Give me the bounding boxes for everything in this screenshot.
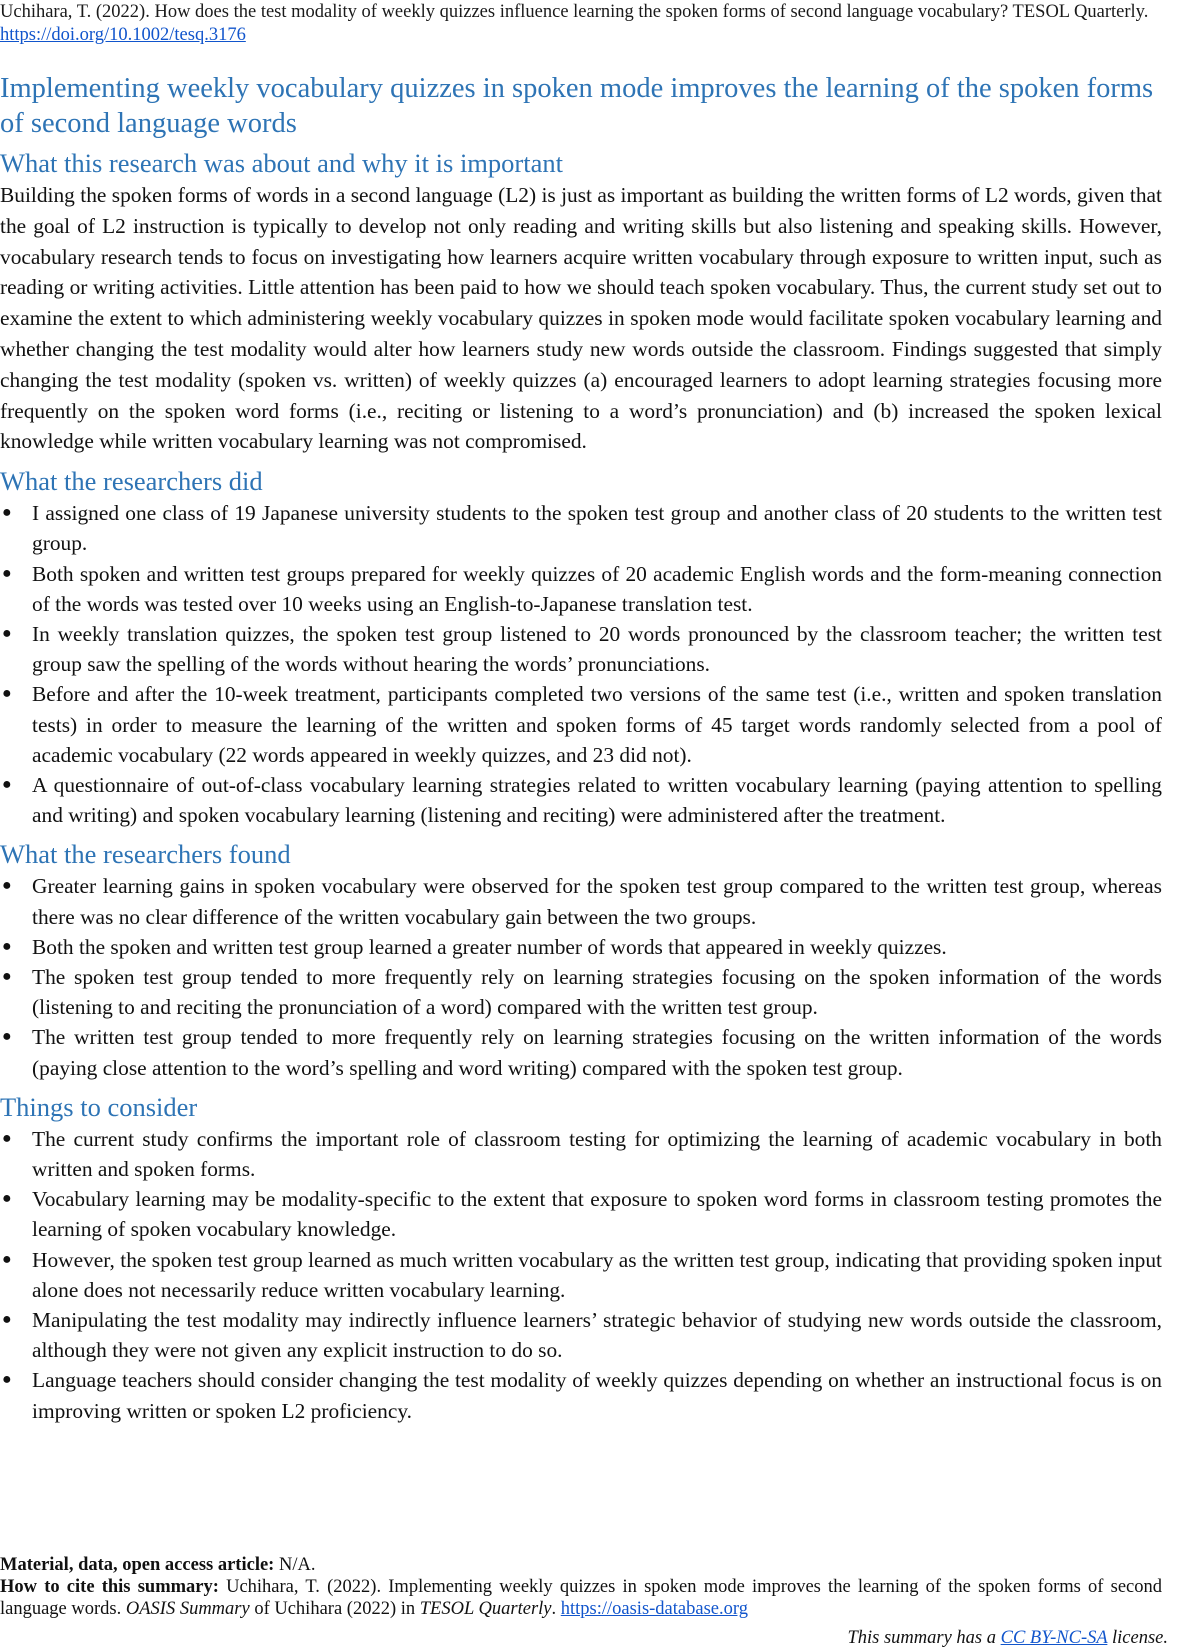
bullet-icon: ● [2, 776, 12, 793]
list-item: ● Both spoken and written test groups prepared for weekly quizzes of 20 academic English words and the form-meaning connection of the words was tested over 10 weeks using an English-to-Japanese translation test. [0, 559, 1162, 619]
heading-about: What this research was about and why it is important [0, 148, 563, 178]
bullet-icon: ● [2, 624, 12, 642]
list-item: ● I assigned one class of 19 Japanese university students to the spoken test group and another class of 20 students to the written test group. [0, 498, 1162, 558]
heading-consider: Things to consider [0, 1091, 198, 1122]
cite-of: of Uchihara (2022) in [254, 1599, 416, 1619]
oasis-link[interactable]: https://oasis-database.org [560, 1599, 748, 1619]
cite-summary-label: OASIS Summary [125, 1599, 250, 1619]
list-item: ● The current study confirms the important role of classroom testing for optimizing the learning of academic vocabulary in both written and spoken forms. [0, 1124, 1162, 1184]
list-item: ● Before and after the 10-week treatment, participants completed two versions of the same test (i.e., written and spoken translation tests) in order to measure the learning of the written and spoken forms of 45 target words randomly selected from a pool of academic vocabulary (22 words appeared in weekly quizzes, and 23 did not). [0, 679, 1162, 770]
list-item: ● The spoken test group tended to more frequently rely on learning strategies focusing on the spoken information of the words (listening to and reciting the pronunciation of a word) compared with the written test group. [0, 962, 1162, 1022]
list-item: ● Greater learning gains in spoken vocabulary were observed for the spoken test group compared to the written test group, whereas there was no clear difference of the written vocabulary gain between the two groups. [0, 871, 1162, 931]
list-item: ● The written test group tended to more frequently rely on learning strategies focusing on the written information of the words (paying close attention to the word’s spelling and word writing) compared with the spoken test group. [0, 1022, 1162, 1082]
heading-did: What the researchers did [0, 466, 263, 497]
doi-link[interactable]: https://doi.org/10.1002/tesq.3176 [0, 25, 246, 45]
bullet-icon: ● [2, 1028, 12, 1046]
bullet-icon: ● [2, 1129, 12, 1147]
license-suffix: license. [1112, 1628, 1168, 1648]
material-value: N/A. [278, 1555, 316, 1575]
bullet-icon: ● [2, 1311, 12, 1329]
bullet-icon: ● [2, 937, 12, 955]
source-citation [0, 0, 1162, 47]
cite-period: . [551, 1599, 557, 1619]
bullet-icon: ● [2, 564, 12, 582]
about-paragraph: Building the spoken forms of words in a second language (L2) is just as important as building the written forms of L2 words, given that the goal of L2 instruction is typically to develop not only reading and writing skills but also listening and speaking skills. However, vocabulary research tends to focus on investigating how learners acquire written vocabulary through exposure to written input, such as reading or writing activities. Little attention has been paid to how we should teach spoken vocabulary. Thus, the current study set out to examine the extent to which administering weekly vocabulary quizzes in spoken mode would facilitate spoken vocabulary learning and whether changing the test modality would alter how learners study new words outside the classroom. Findings suggested that simply changing the test modality (spoken vs. written) of weekly quizzes (a) encouraged learners to adopt learning strategies focusing more frequently on the spoken word forms (i.e., reciting or listening to a word’s pronunciation) and (b) increased the spoken lexical knowledge while written vocabulary learning was not compromised. [0, 183, 1162, 454]
did-list [0, 498, 1162, 830]
list-item: ● Both the spoken and written test group learned a greater number of words that appeared in weekly quizzes. [0, 932, 1162, 962]
material-label: Material, data, open access article: [0, 1555, 275, 1575]
cite-line [0, 1576, 1162, 1620]
list-item: ● Vocabulary learning may be modality-specific to the extent that exposure to spoken word forms in classroom testing promotes the learning of spoken vocabulary knowledge. [0, 1184, 1162, 1244]
list-item: ● Language teachers should consider changing the test modality of weekly quizzes depending on whether an instructional focus is on improving written or spoken L2 proficiency. [0, 1365, 1162, 1425]
list-item: ● However, the spoken test group learned as much written vocabulary as the written test group, indicating that providing spoken input alone does not necessarily reduce written vocabulary learning. [0, 1245, 1162, 1305]
bullet-icon: ● [2, 1190, 12, 1208]
heading-found: What the researchers found [0, 839, 291, 870]
list-item: ● In weekly translation quizzes, the spoken test group listened to 20 words pronounced by the classroom teacher; the written test group saw the spelling of the words without hearing the words’ pronunciations. [0, 619, 1162, 679]
license-note [847, 1627, 1168, 1649]
list-item: ● A questionnaire of out-of-class vocabulary learning strategies related to written vocabulary learning (paying attention to spelling and writing) and spoken vocabulary learning (listening and reciting) were administered after the treatment. [0, 770, 1162, 830]
license-link[interactable]: CC BY-NC-SA [1000, 1628, 1108, 1648]
bullet-icon: ● [2, 1371, 12, 1389]
page-title: Implementing weekly vocabulary quizzes in spoken mode improves the learning of the spoken forms of second language words [0, 73, 1154, 139]
bullet-icon: ● [2, 968, 12, 986]
citation-text: Uchihara, T. (2022). How does the test modality of weekly quizzes influence learning the spoken forms of second language vocabulary? TESOL Quarterly. [0, 2, 1149, 22]
cite-journal: TESOL Quarterly [419, 1599, 552, 1619]
bullet-icon: ● [2, 504, 12, 522]
footer [0, 1554, 1162, 1620]
bullet-icon: ● [2, 1250, 12, 1268]
bullet-icon: ● [2, 685, 12, 703]
bullet-icon: ● [2, 877, 12, 895]
license-prefix: This summary has a [847, 1628, 996, 1648]
cite-label: How to cite this summary: [0, 1577, 219, 1597]
cite-text: Uchihara, T. (2022). Implementing weekly quizzes in spoken mode improves the learning of the spoken forms of second language words. [0, 1577, 1163, 1619]
found-list [0, 871, 1162, 1082]
material-line [0, 1554, 1162, 1576]
consider-list [0, 1124, 1162, 1426]
list-item: ● Manipulating the test modality may indirectly influence learners’ strategic behavior of studying new words outside the classroom, although they were not given any explicit instruction to do so. [0, 1305, 1162, 1365]
